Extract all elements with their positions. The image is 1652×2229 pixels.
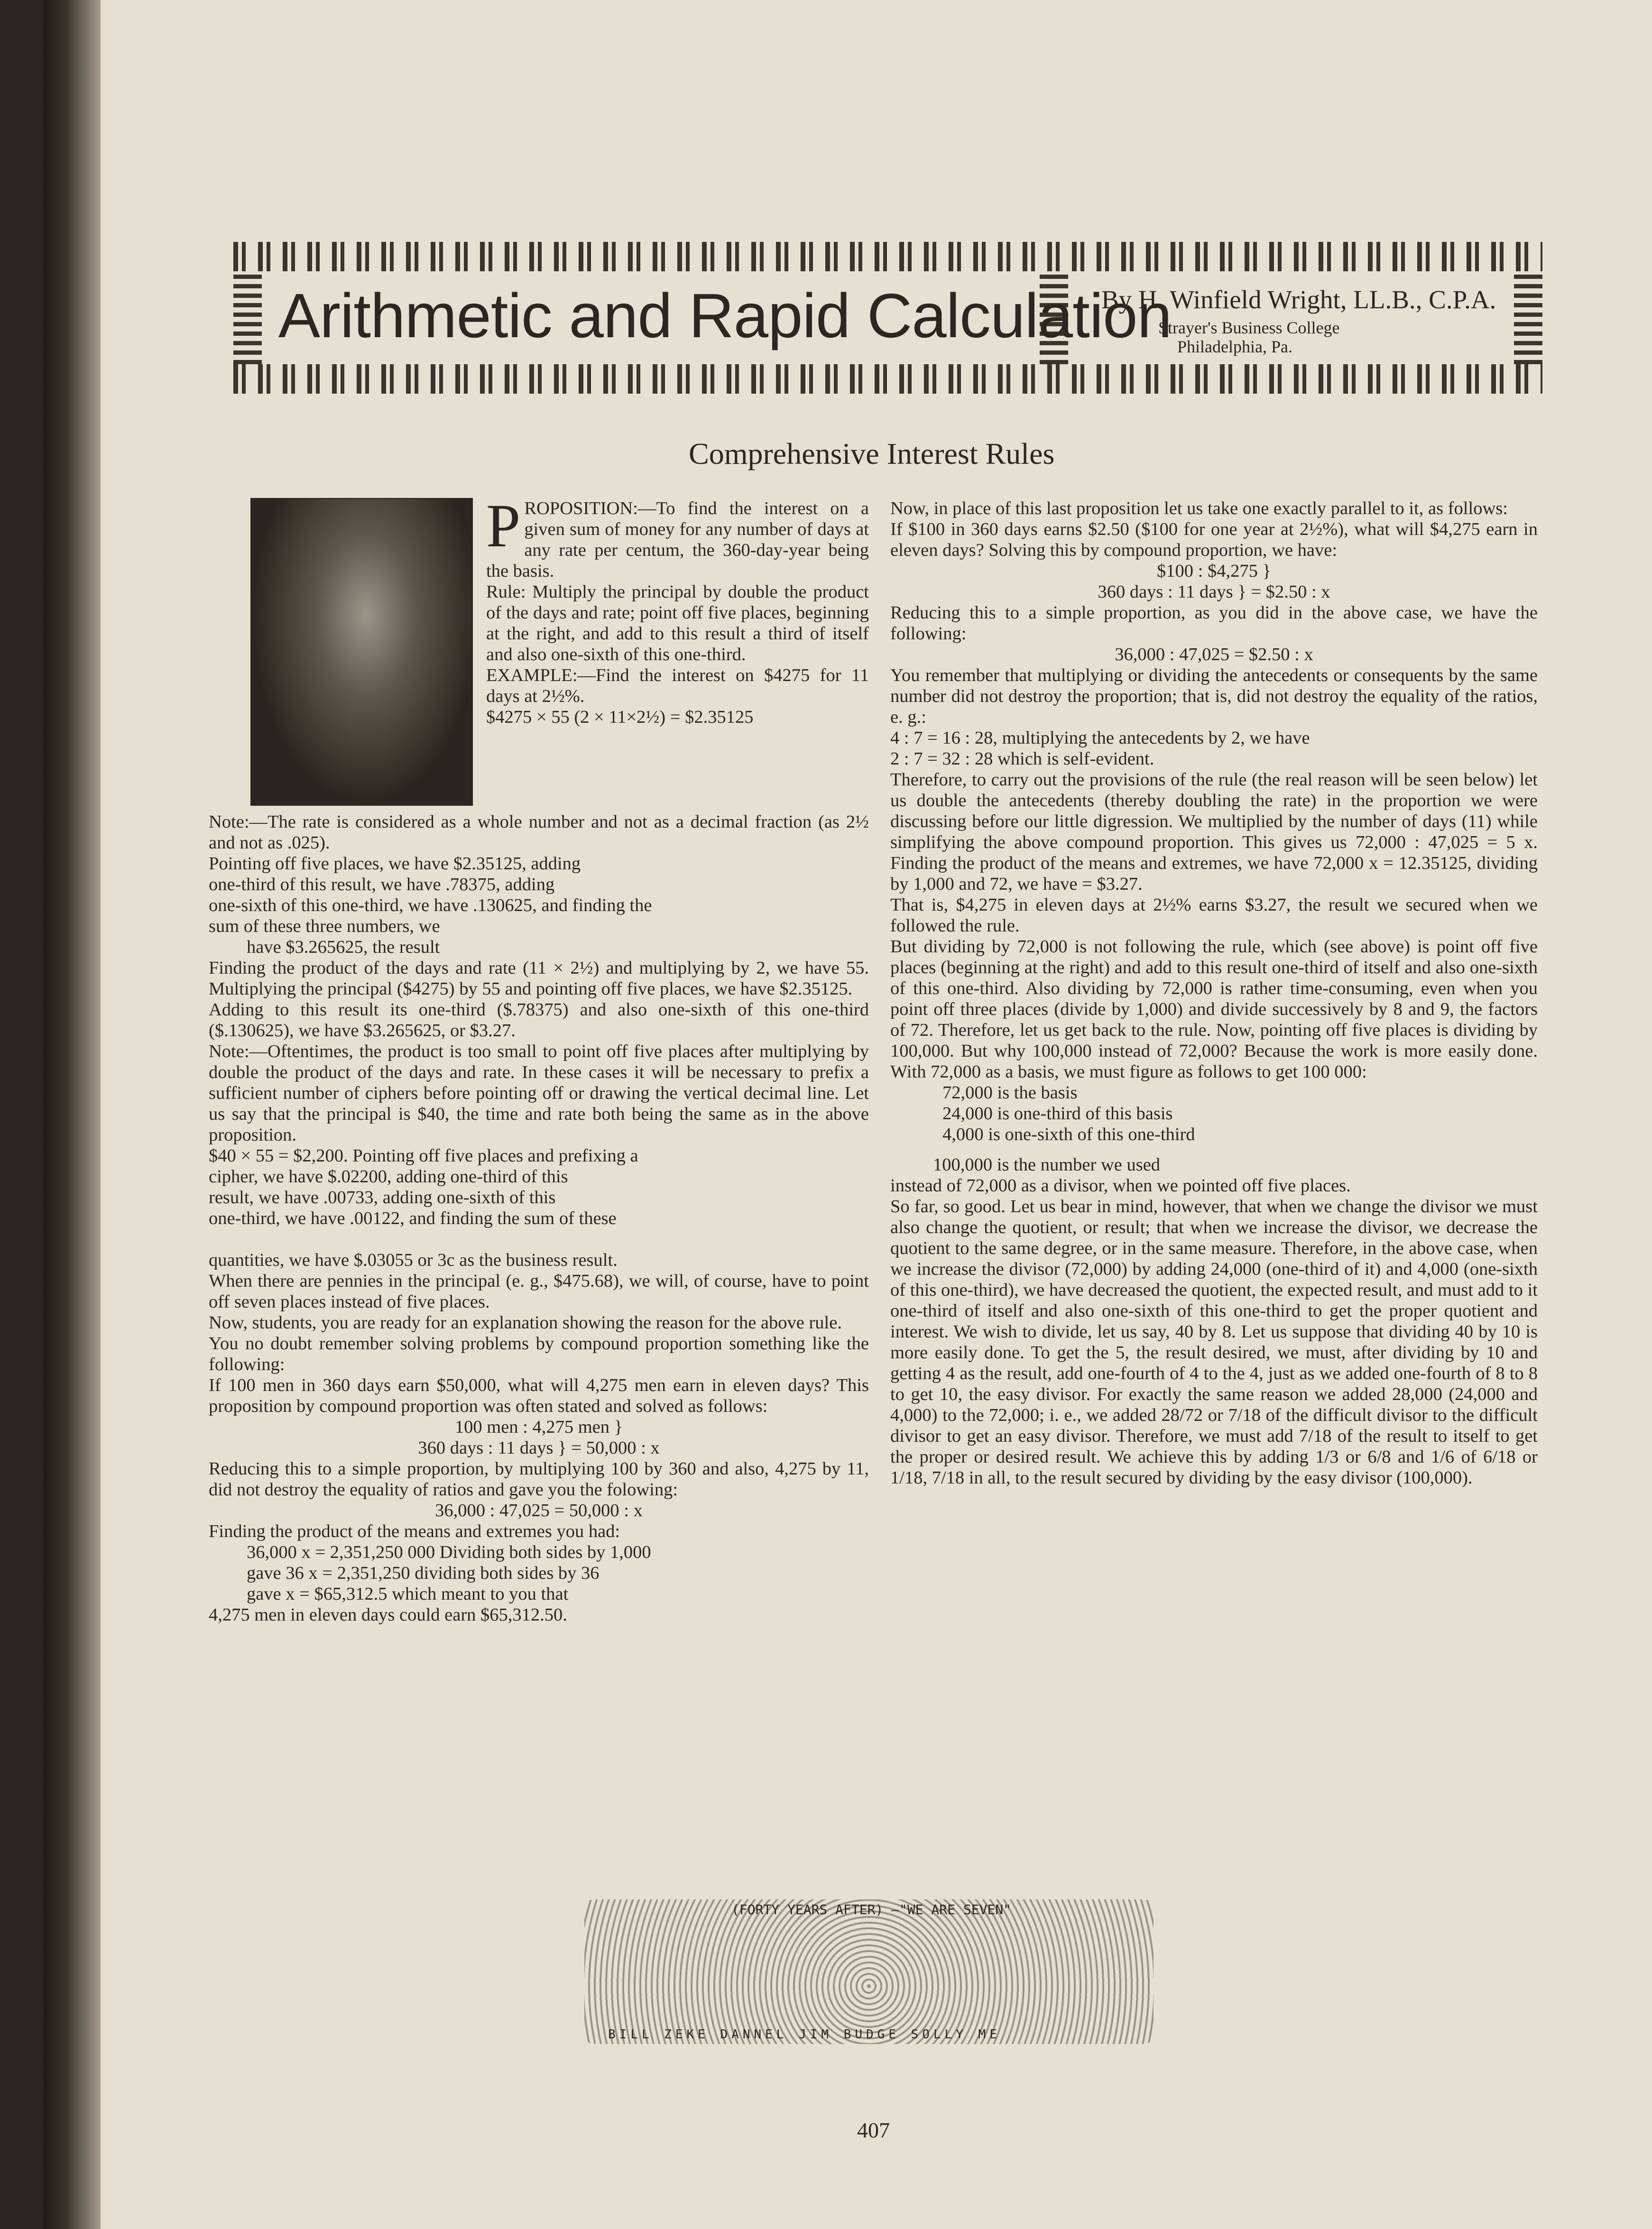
title-banner — [233, 242, 1542, 394]
book-spine — [44, 0, 101, 2229]
cartoon-caption: (FORTY YEARS AFTER) —"WE ARE SEVEN" — [731, 1902, 1012, 1917]
product-paragraph: Finding the product of the days and rate (11 × 2½) and multiplying by 2, we have 55. Multiplying the principal ($4275) by 55 and pointing off five places, we have $2.35125. — [209, 958, 869, 999]
cipher-line-5: quantities, we have $.03055 or 3c as the business result. — [209, 1250, 618, 1270]
means-extremes-paragraph: Finding the product of the means and extremes you had: — [209, 1521, 620, 1541]
so-far-paragraph: So far, so good. Let us bear in mind, however, that when we change the divisor we must also change the quotient, or result; that when we increase the divisor, we decrease the quotient to the same degree, or in the same measure. Therefore, in the above case, when we increase the divisor (72,000) by adding 24,000 (one-third of it) and 4,000 (one-sixth of this one-third), we have decreased the quotient, the expected result, and must add to it one-third of itself and also one-sixth of this one-third to get the proper quotient and interest. We wish to divide, let us say, 40 by 8. Let us suppose that dividing 40 by 10 is more easily done. To get the 5, the result desired, we must, after dividing by 10 and getting 4 as the result, add one-fourth of 4 to the 4, just as we added one-fourth of 8 to 8 to get 10, the easy divisor. For exactly the same reason we added 28,000 (24,000 and 4,000) to the 72,000; i. e., we added 28/72 or 7/18 of the difficult divisor to the difficult divisor to get an easy divisor. Therefore, we must add 7/18 of the result to itself to get the proper or desired result. We achieve this by adding 1/3 or 6/8 and 1/6 of 6/18 or 1/18, 7/18 in all, to the result secured by dividing by the easy divisor (100,000). — [890, 1197, 1538, 1488]
right-proportion-line-2: 360 days : 11 days } = $2.50 : x — [1098, 582, 1330, 602]
cipher-line-1: $40 × 55 = $2,200. Pointing off five places and prefixing a — [209, 1146, 638, 1166]
ornament-border-left — [233, 271, 262, 364]
antecedents-paragraph: You remember that multiplying or dividing the antecedents or consequents by the same number did not destroy the proportion; that is, did not destroy the equality of the ratios, e. g.: — [890, 665, 1538, 727]
ratio-line-2: 2 : 7 = 32 : 28 which is self-evident. — [890, 749, 1154, 769]
oftentimes-note: Note:—Oftentimes, the product is too small to point off five places after multiplying by double the product of the days and rate. In these cases it will be necessary to prefix a sufficient number of ciphers before pointing off or drawing the vertical decimal line. Let us say that the principal is $40, the time and rate both being the same as in the above proposition. — [209, 1041, 869, 1145]
hundred-men-paragraph: If 100 men in 360 days earn $50,000, what will 4,275 men earn in eleven days? This proposition by compound proportion was often stated and solved as follows: — [209, 1375, 869, 1416]
pointing-line-4: sum of these three numbers, we — [209, 916, 440, 936]
that-is-paragraph: That is, $4,275 in eleven days at 2½% earns $3.27, the result we secured when we followed the rule. — [890, 895, 1538, 936]
author-portrait — [250, 498, 473, 806]
basis-line-2: 24,000 is one-third of this basis — [942, 1104, 1173, 1124]
students-paragraph: Now, students, you are ready for an explanation showing the reason for the above rule. — [209, 1313, 842, 1333]
adding-paragraph: Adding to this result its one-third ($.78375) and also one-sixth of this one-third ($.130625), we have $3.265625, or $3.27. — [209, 1000, 869, 1041]
solution-line-1: 36,000 x = 2,351,250 000 Dividing both sides by 1,000 — [247, 1542, 651, 1562]
dividing-paragraph: But dividing by 72,000 is not following the rule, which (see above) is point off five places (beginning at the right) and add to this result one-third of itself and also one-sixth of this one-third. Also dividing by 72,000 is rather time-consuming, even when you point off three places (divide by 1,000) and divide successively by 8 and 9, the factors of 72. Therefore, let us get back to the rule. Now, pointing off five places is dividing by 100,000. But why 100,000 instead of 72,000? Because the work is more easily done. With 72,000 as a basis, we must figure as follows to get 100 000: — [890, 937, 1538, 1082]
ornament-border-right — [1514, 271, 1542, 364]
affiliation-city: Philadelphia, Pa. — [1177, 337, 1292, 356]
pointing-line-2: one-third of this result, we have .78375, adding — [209, 875, 555, 894]
note-paragraph: Note:—The rate is considered as a whole number and not as a decimal fraction (as 2½ and not as .025). — [209, 812, 869, 853]
solution-line-4: 4,275 men in eleven days could earn $65,312.50. — [209, 1605, 567, 1625]
solution-line-3: gave x = $65,312.5 which meant to you that — [247, 1584, 569, 1604]
example-paragraph: EXAMPLE:—Find the interest on $4275 for 11 days at 2½%. — [486, 665, 869, 706]
basis-line-4: 100,000 is the number we used — [933, 1155, 1161, 1175]
example-formula: $4275 × 55 (2 × 11×2½) = $2.35125 — [486, 707, 754, 727]
cartoon-names: BILL ZEKE DANNEL JIM BUDGE SOLLY ME — [608, 2027, 1001, 2042]
cipher-line-3: result, we have .00733, adding one-sixth of this — [209, 1188, 556, 1207]
hundred-dollars-paragraph: If $100 in 360 days earns $2.50 ($100 for one year at 2½%), what will $4,275 earn in eleven days? Solving this by compound proportion, we have: — [890, 519, 1538, 560]
drop-cap: P — [486, 492, 521, 560]
page-number: 407 — [857, 2118, 890, 2142]
ratio-line-1: 4 : 7 = 16 : 28, multiplying the antecedents by 2, we have — [890, 728, 1310, 748]
basis-line-3: 4,000 is one-sixth of this one-third — [942, 1124, 1195, 1144]
article-subhead: Comprehensive Interest Rules — [689, 437, 1055, 470]
cipher-line-4: one-third, we have .00122, and finding the sum of these — [209, 1208, 617, 1228]
cartoon-illustration — [584, 1899, 1154, 2044]
proportion-line-2: 360 days : 11 days } = 50,000 : x — [418, 1438, 660, 1458]
proposition-paragraph: ROPOSITION:—To find the interest on a given sum of money for any number of days at any rate per centum, the 360-day-year being the basis. — [486, 498, 869, 581]
right-column — [890, 498, 1538, 1488]
reducing-paragraph: Reducing this to a simple proportion, by multiplying 100 by 360 and also, 4,275 by 11, did not destroy the equality of ratios and gave you the folowing: — [209, 1459, 869, 1500]
pointing-line-5: have $3.265625, the result — [247, 937, 440, 957]
simple-proportion: 36,000 : 47,025 = 50,000 : x — [435, 1501, 643, 1520]
basis-line-1: 72,000 is the basis — [942, 1083, 1078, 1103]
ornament-border-bottom — [233, 364, 1542, 394]
affiliation-school: Strayer's Business College — [1158, 318, 1340, 337]
therefore-paragraph: Therefore, to carry out the provisions of the rule (the real reason will be seen below) let us double the antecedents (thereby doubling the rate) in the proportion we were discussing before our little digression. We multiplied by the number of days (11) while simplifying the above compound proportion. This gives us 72,000 : 47,025 = 5 x. Finding the product of the means and extremes, we have 72,000 x = 12.35125, dividing by 1,000 and 72, we have = $3.27. — [890, 770, 1538, 894]
divisor-paragraph: instead of 72,000 as a divisor, when we pointed off five places. — [890, 1176, 1351, 1196]
pointing-line-3: one-sixth of this one-third, we have .130625, and finding the — [209, 895, 652, 915]
author-byline: By H. Winfield Wright, LL.B., C.P.A. — [1101, 285, 1496, 314]
left-column — [209, 492, 869, 1625]
right-simple-proportion: 36,000 : 47,025 = $2.50 : x — [1115, 645, 1313, 664]
remember-paragraph: You no doubt remember solving problems by compound proportion something like the following: — [209, 1334, 869, 1374]
ornament-border-top — [233, 242, 1542, 271]
right-proportion-line-1: $100 : $4,275 } — [1157, 561, 1271, 581]
article-title: Arithmetic and Rapid Calculation — [278, 281, 1172, 350]
page — [44, 0, 1652, 2229]
cipher-line-2: cipher, we have $.02200, adding one-third of this — [209, 1167, 568, 1187]
proportion-line-1: 100 men : 4,275 men } — [454, 1417, 623, 1437]
pointing-line-1: Pointing off five places, we have $2.35125, adding — [209, 854, 581, 874]
rule-paragraph: Rule: Multiply the principal by double the product of the days and rate; point off five places, beginning at the right, and add to this result a third of itself and also one-sixth of this one-third. — [486, 582, 869, 664]
parallel-paragraph: Now, in place of this last proposition let us take one exactly parallel to it, as follows: — [890, 498, 1508, 518]
pennies-paragraph: When there are pennies in the principal (e. g., $475.68), we will, of course, have to point off seven places instead of five places. — [209, 1271, 869, 1312]
solution-line-2: gave 36 x = 2,351,250 dividing both sides by 36 — [247, 1563, 600, 1583]
right-reducing-paragraph: Reducing this to a simple proportion, as you did in the above case, we have the following: — [890, 603, 1538, 644]
